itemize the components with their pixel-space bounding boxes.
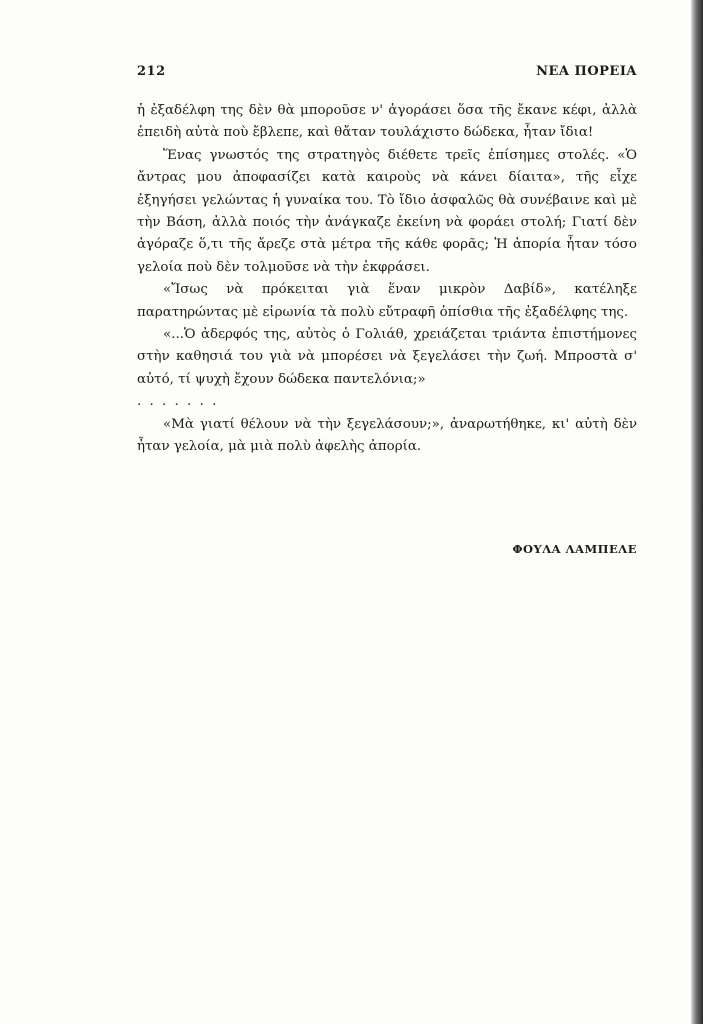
body-text — [137, 100, 637, 459]
paragraph-1: ἡ ἐξαδέλφη της δὲν θὰ μποροῦσε ν' ἀγοράσει ὅσα τῆς ἔκανε κέφι, ἀλλὰ ἐπειδὴ αὐτὰ ποὺ ἔβλεπε, καὶ θἄταν τουλάχιστο δώδεκα, ἦταν ἴδια! — [137, 103, 637, 141]
author-signature: ΦΟΥΛΑ ΛΑΜΠΕΛΕ — [512, 542, 637, 556]
section-break-dots: . . . . . . . — [137, 394, 219, 410]
running-title: ΝΕΑ ΠΟΡΕΙΑ — [536, 64, 637, 79]
page-number: 212 — [137, 64, 166, 79]
paragraph-4: «...Ὁ ἀδερφός της, αὐτὸς ὁ Γολιάθ, χρειάζεται τριάντα ἐπιστήμονες στὴν καθησιά του γιὰ νὰ μπορέσει νὰ ξεγελάσει τὴν ζωή. Μπροστὰ σ' αὐτό, τί ψυχὴ ἔχουν δώδεκα παντελόνια;» — [137, 327, 637, 387]
page-edge-shadow — [691, 0, 703, 1024]
paragraph-5: «Μὰ γιατί θέλουν νὰ τὴν ξεγελάσουν;», ἀναρωτήθηκε, κι' αὐτὴ δὲν ἦταν γελοία, μὰ μιὰ πολὺ ἀφελὴς ἀπορία. — [137, 416, 637, 455]
paragraph-3: «Ἴσως νὰ πρόκειται γιὰ ἕναν μικρὸν Δαβίδ», κατέληξε παρατηρώντας μὲ εἰρωνία τὰ πολὺ εὔτραφῆ ὀπίσθια τῆς ἐξαδέλφης της. — [137, 282, 637, 320]
page-header — [137, 64, 637, 84]
paragraph-2: Ἕνας γνωστός της στρατηγὸς διέθετε τρεῖς ἐπίσημες στολές. «Ὁ ἄντρας μου ἀποφασίζει κατὰ καιροὺς νὰ κάνει δίαιτα», τῆς εἶχε ἐξηγήσει γελώντας ἡ γυναίκα του. Τὸ ἴδιο ἀσφαλῶς θὰ συνέβαινε καὶ μὲ τὴν Βάση, ἀλλὰ ποιός τὴν ἀνάγκαζε ἐκείνη νὰ φοράει στολή; Γιατί δὲν ἀγόραζε ὅ,τι τῆς ἄρεζε στὰ μέτρα τῆς κάθε φορᾶς; Ἡ ἀπορία ἦταν τόσο γελοία ποὺ δὲν τολμοῦσε νὰ τὴν ἐκφράσει. — [137, 147, 637, 275]
